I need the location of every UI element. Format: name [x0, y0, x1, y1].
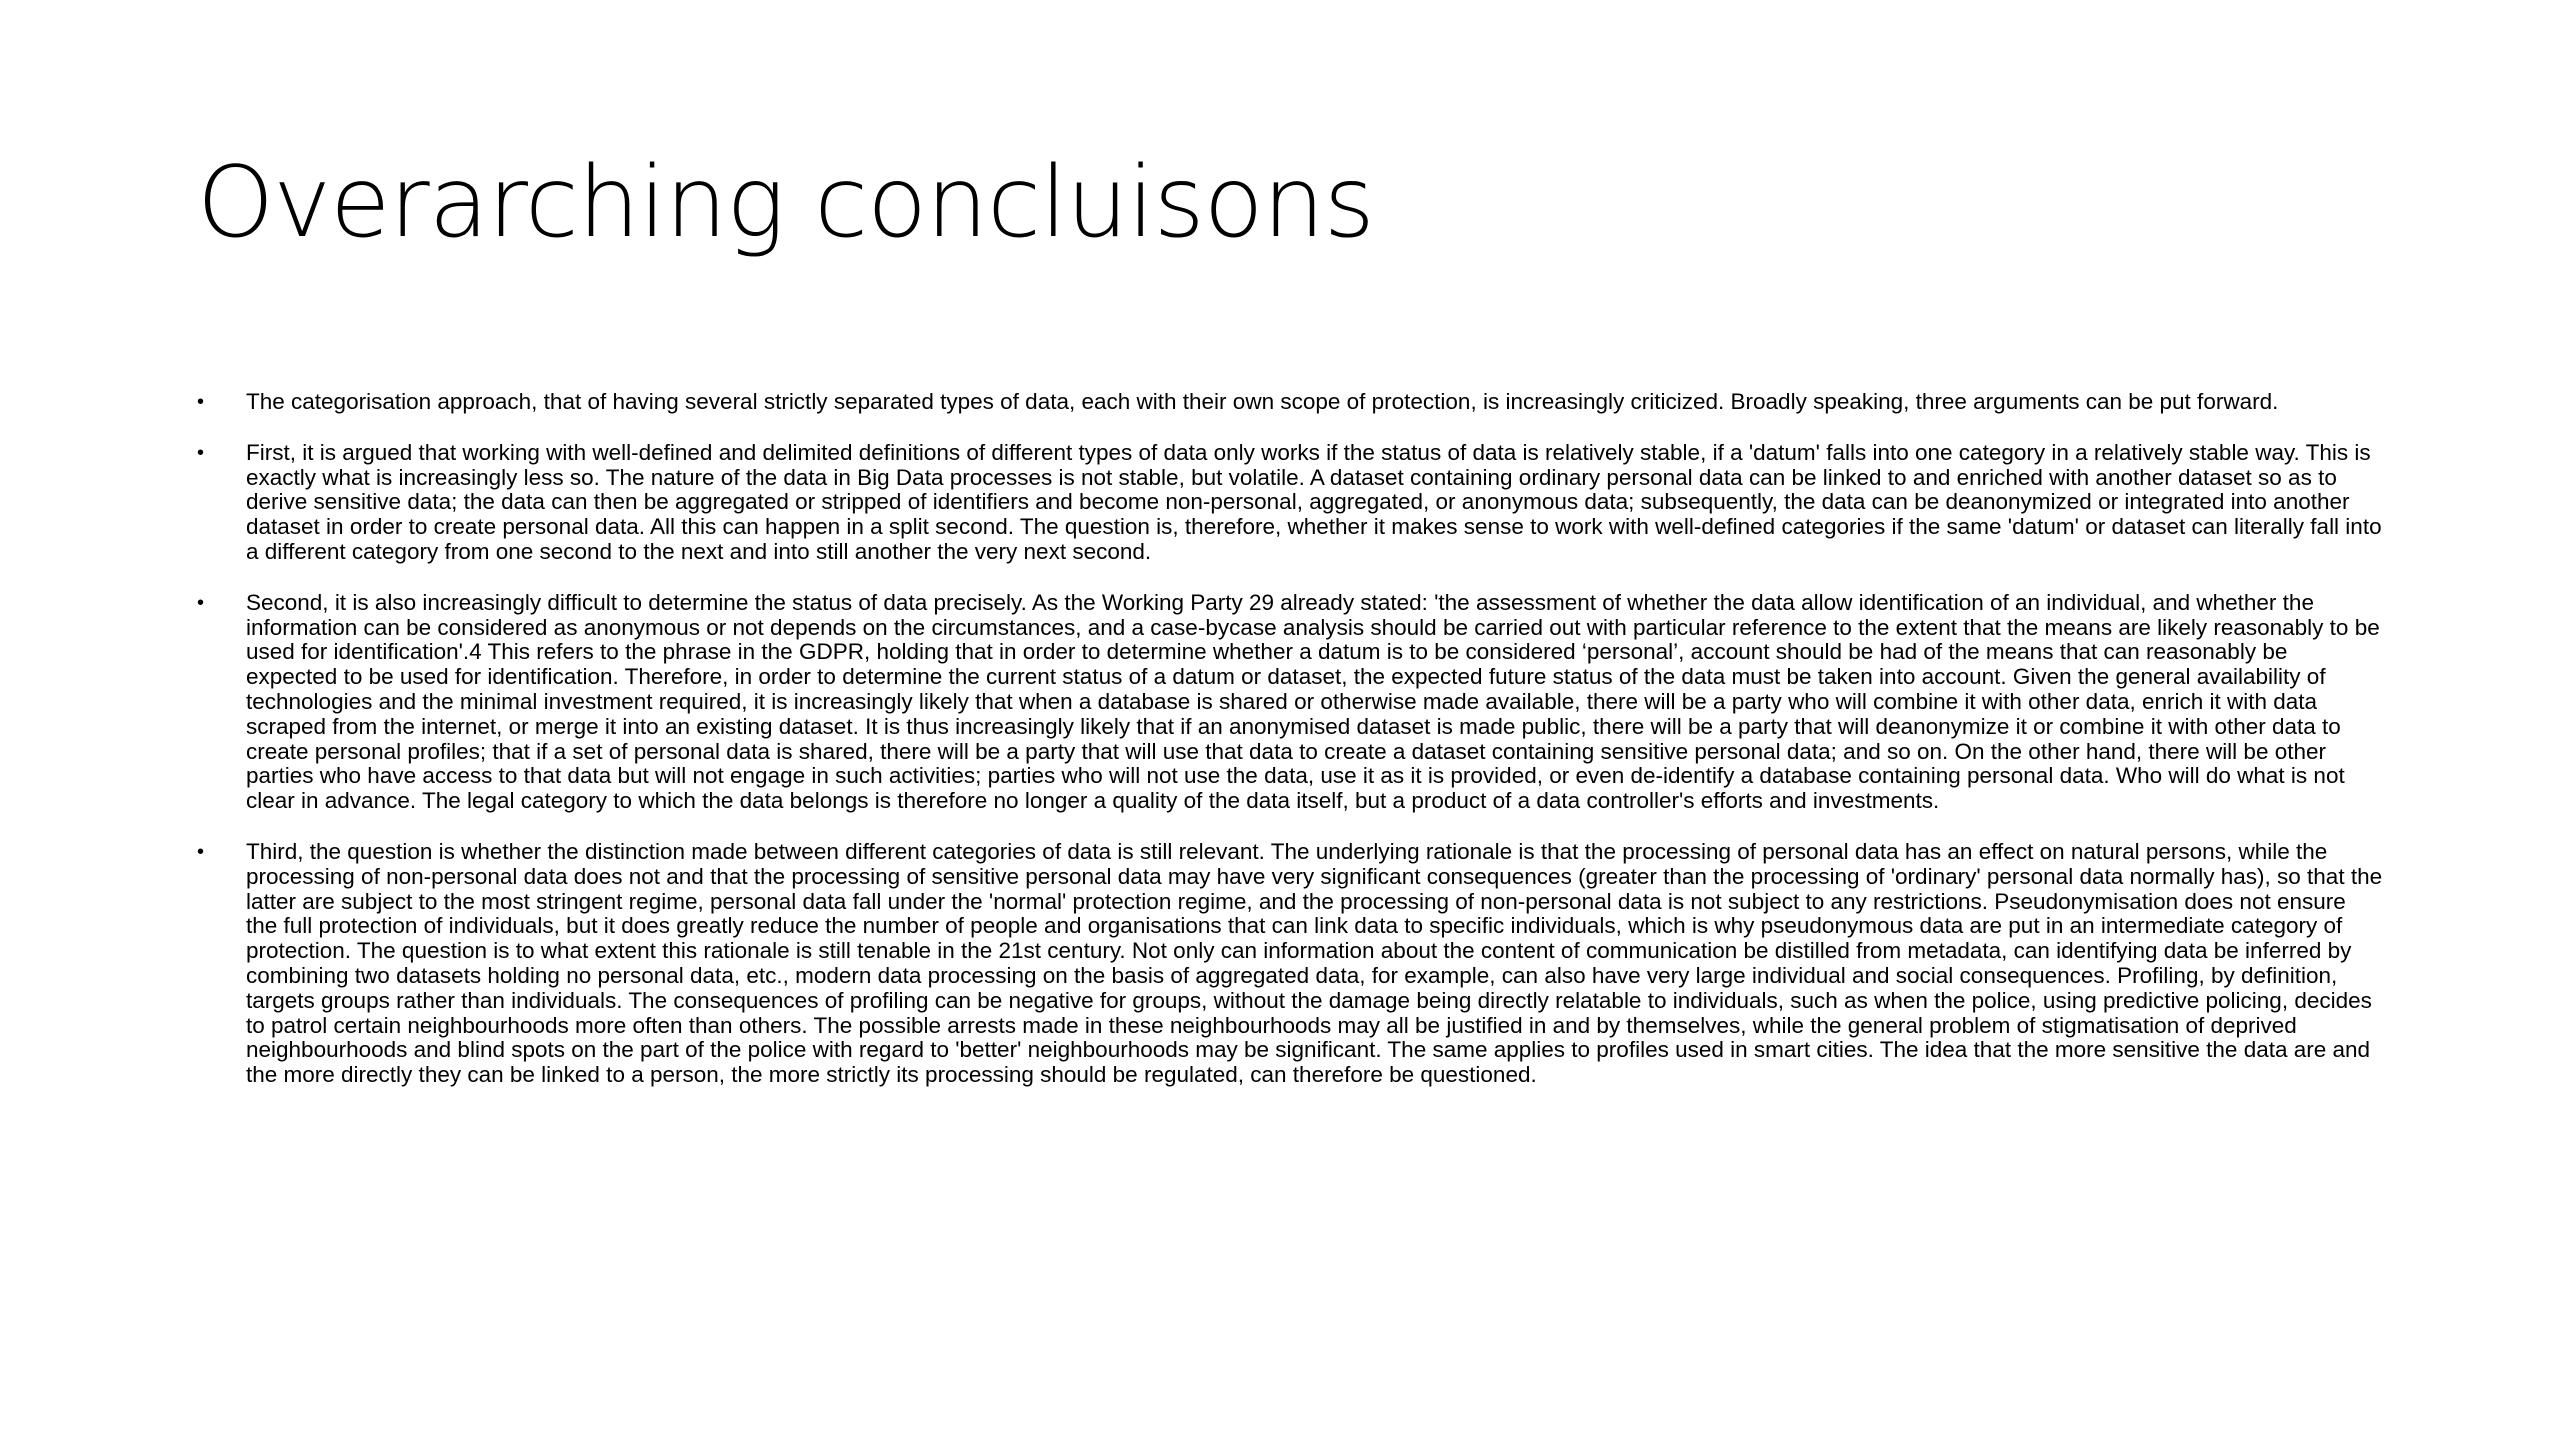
bullet-text-1: The categorisation approach, that of having several strictly separated types of data, each with their own scope of protection, is increasingly criticized. Broadly speaking, three arguments can be put forward.: [246, 389, 2279, 414]
bullet-list: [197, 390, 2383, 1114]
slide-title: Overarching concluisons: [197, 146, 1374, 260]
bullet-item-1: [197, 390, 2383, 415]
bullet-item-4: [197, 840, 2383, 1088]
bullet-icon: •: [197, 591, 205, 614]
bullet-icon: •: [197, 441, 205, 464]
bullet-text-3: Second, it is also increasingly difficult to determine the status of data precisely. As the Working Party 29 already stated: 'the assessment of whether the data allow identification of an individual, and whether the information can be considered as anonymous or not depends on the circumstances, and a case-bycase analysis should be carried out with particular reference to the extent that the means are likely reasonably to be used for identification'.4 This refers to the phrase in the GDPR, holding that in order to determine whether a datum is to be considered ‘personal’, account should be had of the means that can reasonably be expected to be used for identification. Therefore, in order to determine the current status of a datum or dataset, the expected future status of the data must be taken into account. Given the general availability of technologies and the minimal investment required, it is increasingly likely that when a database is shared or otherwise made available, there will be a party who will combine it with other data, enrich it with data scraped from the internet, or merge it into an existing dataset. It is thus increasingly likely that if an anonymised dataset is made public, there will be a party that will deanonymize it or combine it with other data to create personal profiles; that if a set of personal data is shared, there will be a party that will use that data to create a dataset containing sensitive personal data; and so on. On the other hand, there will be other parties who have access to that data but will not engage in such activities; parties who will not use the data, use it as it is provided, or even de-identify a database containing personal data. Who will do what is not clear in advance. The legal category to which the data belongs is therefore no longer a quality of the data itself, but a product of a data controller's efforts and investments.: [246, 589, 2380, 814]
bullet-text-4: Third, the question is whether the distinction made between different categories of data is still relevant. The underlying rationale is that the processing of personal data has an effect on natural persons, while the processing of non-personal data does not and that the processing of sensitive personal data may have very significant consequences (greater than the processing of 'ordinary' personal data normally has), so that the latter are subject to the most stringent regime, personal data fall under the 'normal' protection regime, and the processing of non-personal data is not subject to any restrictions. Pseudonymisation does not ensure the full protection of individuals, but it does greatly reduce the number of people and organisations that can link data to specific individuals, which is why pseudonymous data are put in an intermediate category of protection. The question is to what extent this rationale is still tenable in the 21st century. Not only can information about the content of communication be distilled from metadata, can identifying data be inferred by combining two datasets holding no personal data, etc., modern data processing on the basis of aggregated data, for example, can also have very large individual and social consequences. Profiling, by definition, targets groups rather than individuals. The consequences of profiling can be negative for groups, without the damage being directly relatable to individuals, such as when the police, using predictive policing, decides to patrol certain neighbourhoods more often than others. The possible arrests made in these neighbourhoods may all be justified in and by themselves, while the general problem of stigmatisation of deprived neighbourhoods and blind spots on the part of the police with regard to 'better' neighbourhoods may be significant. The same applies to profiles used in smart cities. The idea that the more sensitive the data are and the more directly they can be linked to a person, the more strictly its processing should be regulated, can therefore be questioned.: [246, 838, 2383, 1088]
bullet-icon: •: [197, 840, 205, 863]
bullet-item-3: [197, 591, 2383, 814]
bullet-text-2: First, it is argued that working with well-defined and delimited definitions of different types of data only works if the status of data is relatively stable, if a 'datum' falls into one category in a relatively stable way. This is exactly what is increasingly less so. The nature of the data in Big Data processes is not stable, but volatile. A dataset containing ordinary personal data can be linked to and enriched with another dataset so as to derive sensitive data; the data can then be aggregated or stripped of identifiers and become non-personal, aggregated, or anonymous data; subsequently, the data can be deanonymized or integrated into another dataset in order to create personal data. All this can happen in a split second. The question is, therefore, whether it makes sense to work with well-defined categories if the same 'datum' or dataset can literally fall into a different category from one second to the next and into still another the very next second.: [246, 439, 2382, 564]
bullet-item-2: [197, 441, 2383, 565]
bullet-icon: •: [197, 391, 205, 413]
